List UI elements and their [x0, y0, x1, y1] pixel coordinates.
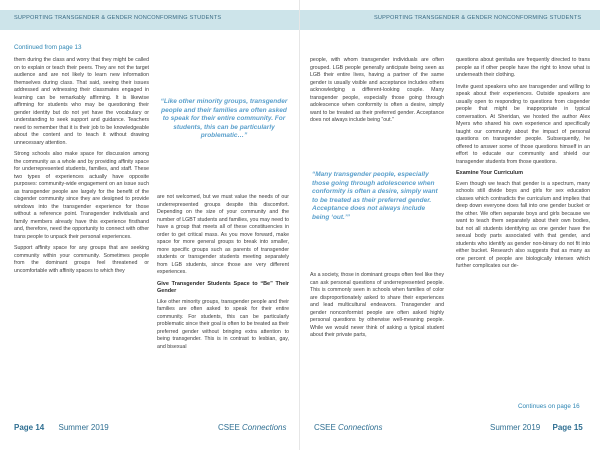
- paragraph: Support affinity space for any groups that are seeking community within your community. Sometimes people from the dominant groups feel threatened or uncomfortable with affinity spaces to which they: [14, 245, 149, 274]
- right-column-2: [456, 57, 590, 275]
- paragraph: questions about genitalia are frequently directed to trans people as if other people have the right to know what is underneath their clothing.: [456, 57, 590, 78]
- paragraph: Even though we teach that gender is a spectrum, many schools still divide boys and girls for sex education classes which contradicts the curriculum and implies that deep down everyone does fall into one gender bucket or the other. We often separate boys and girls because we want to teach them separately about their own bodies, but not all students identifying as one gender have the sexual body parts associated with that gender, and students who identify as gender non-binary do not fit into either bucket. Research also suggests that as many as one percent of people are biologically intersex which further complicates our de-: [456, 180, 590, 269]
- right-column-1-bottom: [310, 272, 444, 344]
- right-footer: [490, 423, 583, 432]
- right-page: [300, 0, 600, 450]
- page-number: Page 15: [552, 423, 583, 432]
- left-footer-publication: CSEE Connections: [218, 423, 287, 432]
- paragraph: Invite guest speakers who are transgender and willing to speak about their experiences. Outside speakers are usually open to responding to questions from cisgender people that might be inappropriate in typical conversation. At Sheridan, we hosted the author Alex Myers who shared his own experience and specifically taught our community about the impact of personal questions on transgender people. Subsequently, he offered to answer some of those questions himself in an effort to educate our community and shield our transgender students from those questions.: [456, 83, 590, 165]
- section-heading: Give Transgender Students Space to “Be” Their Gender: [157, 280, 289, 294]
- left-column-1: [14, 57, 149, 279]
- paragraph: them during the class and worry that they might be called on to explain or teach their peers. They are not the target audience and are not likely to learn new information themselves during class. That said, seeing their issues addressed and witnessing their classmates engaged in learning can be remarkably affirming. It is likewise affirming for students who may be questioning their gender identity but do not yet have the vocabulary or understanding to seek support and guidance. Teachers need to remember that it is their job to be knowledgeable about the content and to teach it without drawing unnecessary attention.: [14, 57, 149, 146]
- paragraph: Strong schools also make space for discussion among the community as a whole and by providing affinity space for underrepresented students, families, and staff. These two types of experiences actually have opposite purposes: community-wide engagement on an issue such as transgender people are largely for the benefit of the cisgender community since they are designed to provide windows into the transgender experience for those without a reference point. Transgender individuals and family members already have this experience firsthand and, therefore, need the opportunity to connect with other trans people to unpack their personal experiences.: [14, 151, 149, 240]
- issue-date: Summer 2019: [58, 423, 109, 432]
- left-column-2: [157, 194, 289, 355]
- left-footer: [14, 423, 109, 432]
- pull-quote-right: “Many transgender people, especially those going through adolescence when conformity is often a desire, simply want to be treated as their preferred gender. Acceptance does not always include being ‘out.’”: [312, 171, 438, 221]
- right-running-head: SUPPORTING TRANSGENDER & GENDER NONCONFORMING STUDENTS: [374, 15, 582, 21]
- right-column-1-top: [310, 57, 444, 129]
- continued-on-link[interactable]: Continues on page 16: [518, 403, 580, 410]
- pull-quote-left: “Like other minority groups, transgender people and their families are often asked to speak for their entire community. For students, this can be particularly problematic…”: [160, 98, 288, 140]
- right-footer-publication: CSEE Connections: [314, 423, 383, 432]
- left-running-head: SUPPORTING TRANSGENDER & GENDER NONCONFORMING STUDENTS: [14, 15, 222, 21]
- continued-from-link[interactable]: Continued from page 13: [14, 44, 82, 51]
- paragraph: As a society, those in dominant groups often feel like they can ask personal questions of underrepresented people. This is commonly seen in schools when families of color are disproportionately asked to share their experiences and lead multicultural endeavors. Transgender and gender nonconformist people are often asked highly personal questions by otherwise well-meaning people. While we would never think of asking a typical student about their private parts,: [310, 272, 444, 338]
- paragraph: Like other minority groups, transgender people and their families are often asked to speak for their entire community. For students, this can be particularly problematic since their goal is often to be treated as their preferred gender without bringing extra attention to being transgender. This is in contrast to lesbian, gay, and bisexual: [157, 298, 289, 350]
- issue-date: Summer 2019: [490, 423, 541, 432]
- section-heading: Examine Your Curriculum: [456, 170, 524, 176]
- page-number: Page 14: [14, 423, 45, 432]
- paragraph: people, with whom transgender individuals are often grouped. LGB people generally anticipate being seen as LGB their entire lives, having a partner of the same gender is usually visible and acceptance includes others acknowledging a different-looking couple. Many transgender people, especially those going through adolescence when conformity is often a desire, simply want to be treated as their preferred gender. Acceptance does not always include being “out.”: [310, 57, 444, 123]
- paragraph: are not welcomed, but we must value the needs of our underrepresented groups despite this discomfort. Depending on the size of your community and the number of LGBT students and families, you may need to have a group that meets all of these constituencies in order to get critical mass. As you move forward, make space for more general groups to break into smaller, more specific groups such as parents of transgender students or transgender students meeting separately from LGB students, since those are very different experiences.: [157, 194, 289, 275]
